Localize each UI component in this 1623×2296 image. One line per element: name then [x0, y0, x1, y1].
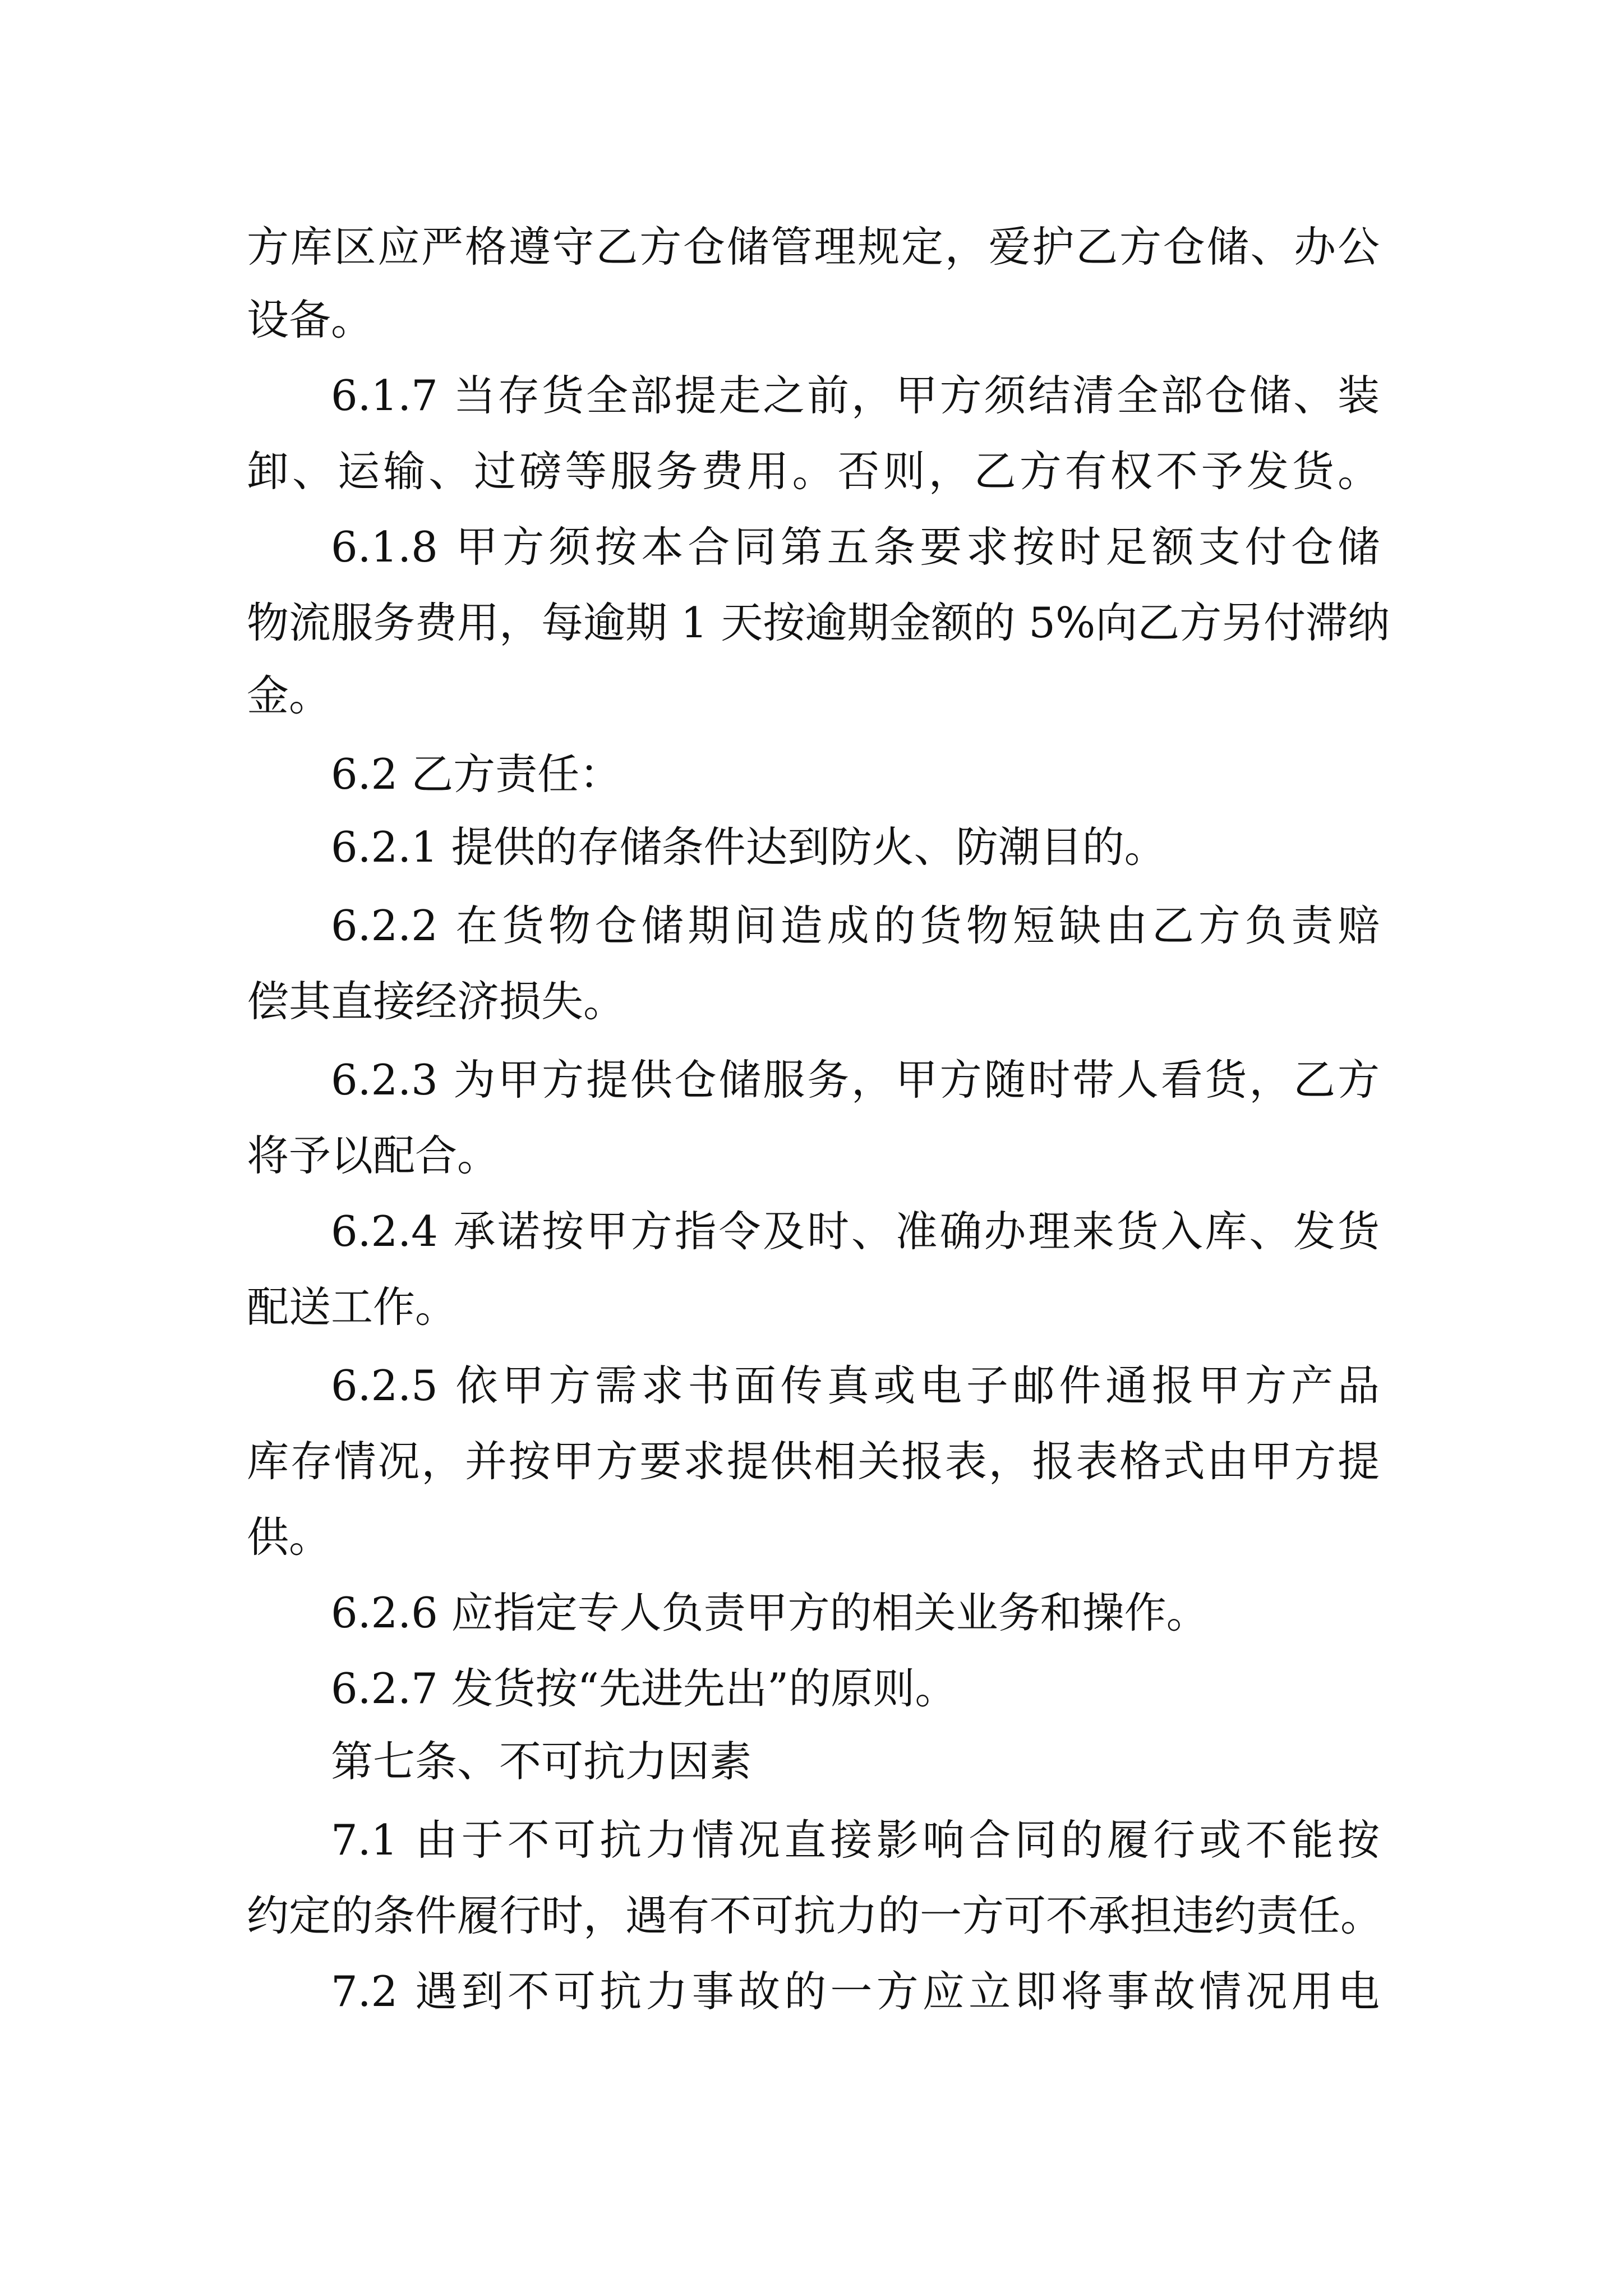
text-line: 7.2 遇到不可抗力事故的一方应立即将事故情况用电 [331, 1967, 1380, 2016]
text-line: 设备。 [247, 295, 374, 344]
text-line: 7.1 由于不可抗力情况直接影响合同的履行或不能按 [331, 1815, 1380, 1865]
text-line: 约定的条件履行时，遇有不可抗力的一方可不承担违约责任。 [247, 1891, 1383, 1940]
text-line: 6.2.4 承诺按甲方指令及时、准确办理来货入库、发货 [331, 1207, 1380, 1256]
text-line: 6.2 乙方责任： [331, 749, 622, 799]
section-heading: 第七条、不可抗力因素 [331, 1737, 752, 1786]
text-line: 6.2.6 应指定专人负责甲方的相关业务和操作。 [331, 1588, 1209, 1637]
text-line: 偿其直接经济损失。 [247, 977, 626, 1026]
text-line: 6.1.8 甲方须按本合同第五条要求按时足额支付仓储 [331, 522, 1380, 572]
text-line: 6.2.5 依甲方需求书面传真或电子邮件通报甲方产品 [331, 1361, 1380, 1410]
text-line: 6.2.1 提供的存储条件达到防火、防潮目的。 [331, 822, 1166, 872]
text-line: 6.2.7 发货按“先进先出”的原则。 [331, 1664, 957, 1713]
text-line: 卸、运输、过磅等服务费用。否则，乙方有权不予发货。 [247, 447, 1380, 496]
text-line: 方库区应严格遵守乙方仓储管理规定，爱护乙方仓储、办公 [247, 222, 1380, 272]
text-line: 6.1.7 当存货全部提走之前，甲方须结清全部仓储、装 [331, 371, 1380, 420]
text-line: 6.2.3 为甲方提供仓储服务，甲方随时带人看货，乙方 [331, 1055, 1380, 1105]
text-line: 配送工作。 [247, 1282, 458, 1332]
text-line: 6.2.2 在货物仓储期间造成的货物短缺由乙方负责赔 [331, 901, 1380, 950]
text-line: 物流服务费用，每逾期 1 天按逾期金额的 5%向乙方另付滞纳 [247, 598, 1390, 647]
text-line: 将予以配合。 [247, 1131, 500, 1180]
text-line: 金。 [247, 671, 331, 720]
text-line: 库存情况，并按甲方要求提供相关报表，报表格式由甲方提 [247, 1437, 1380, 1486]
text-line: 供。 [247, 1512, 331, 1562]
